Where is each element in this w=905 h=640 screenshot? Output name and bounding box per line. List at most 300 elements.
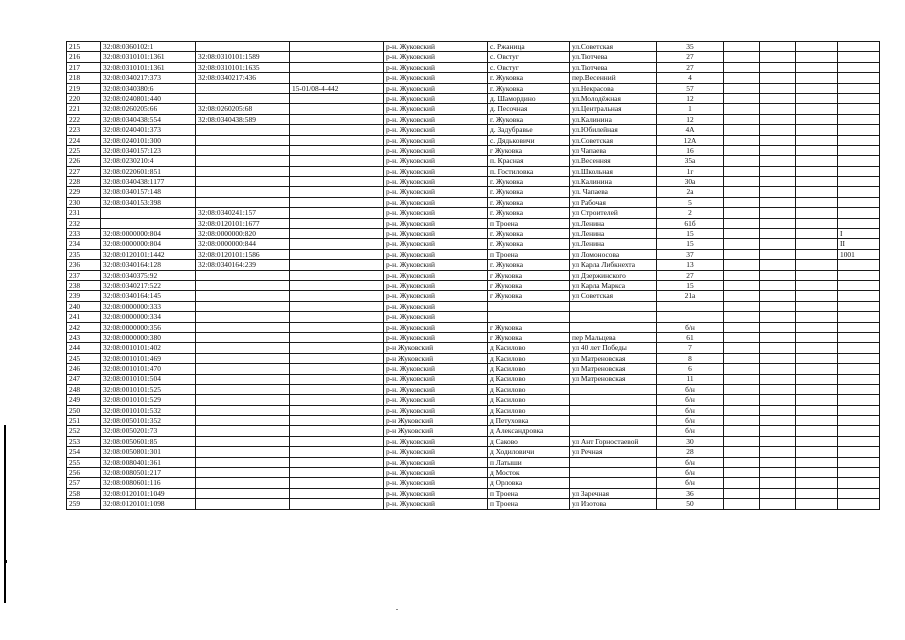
table-row (67, 395, 880, 405)
cell-cadastral-number: 32:08:0050201:73 (101, 426, 196, 436)
cell-extra-col-10 (760, 208, 796, 218)
cell-settlement: п Латыши (488, 457, 570, 467)
cell-apartment-number (838, 478, 880, 488)
cell-street (570, 478, 657, 488)
cell-district: р-н. Жуковский (384, 488, 488, 498)
cell-extra-col-9 (724, 322, 760, 332)
table-row (67, 478, 880, 488)
cell-row-number: 228 (67, 177, 101, 187)
cell-house-number: 1 (657, 104, 724, 114)
cell-registration-number (290, 457, 384, 467)
cell-district: р-н. Жуковский (384, 270, 488, 280)
cell-house-number: 15 (657, 229, 724, 239)
cell-extra-col-10 (760, 447, 796, 457)
table-row (67, 405, 880, 415)
cell-registration-number (290, 52, 384, 62)
cell-parcel-cadastral-number (196, 457, 290, 467)
table-row (67, 114, 880, 124)
cell-extra-col-9 (724, 218, 760, 228)
cell-extra-col-11 (796, 270, 838, 280)
cell-registration-number (290, 145, 384, 155)
cell-extra-col-9 (724, 187, 760, 197)
cell-street: ул Карла Маркса (570, 280, 657, 290)
cell-street: ул 40 лет Победы (570, 343, 657, 353)
cell-apartment-number (838, 93, 880, 103)
cell-cadastral-number: 32:08:0010101:525 (101, 384, 196, 394)
cell-settlement: д Петуховка (488, 416, 570, 426)
cell-extra-col-10 (760, 436, 796, 446)
cell-extra-col-10 (760, 229, 796, 239)
cell-street: пер.Весенний (570, 73, 657, 83)
cell-house-number: 61 (657, 332, 724, 342)
cell-extra-col-11 (796, 478, 838, 488)
cell-registration-number (290, 62, 384, 72)
cell-street: ул Рабочая (570, 197, 657, 207)
cell-extra-col-10 (760, 364, 796, 374)
cell-settlement: д Александровка (488, 426, 570, 436)
cell-street: ул Матреновская (570, 374, 657, 384)
table-row (67, 156, 880, 166)
cell-district: р-н. Жуковский (384, 62, 488, 72)
cell-house-number: 57 (657, 83, 724, 93)
cell-row-number: 231 (67, 208, 101, 218)
cell-cadastral-number: 32:08:0240401:373 (101, 125, 196, 135)
cell-house-number: 50 (657, 499, 724, 509)
cell-house-number: 37 (657, 249, 724, 259)
cell-extra-col-10 (760, 52, 796, 62)
cell-registration-number (290, 499, 384, 509)
cell-extra-col-9 (724, 62, 760, 72)
cell-extra-col-9 (724, 114, 760, 124)
cell-cadastral-number: 32:08:0360102:1 (101, 42, 196, 52)
cell-street: ул Строителей (570, 208, 657, 218)
cell-settlement: д Касилово (488, 405, 570, 415)
cell-parcel-cadastral-number (196, 426, 290, 436)
cell-district: р-н. Жуковский (384, 499, 488, 509)
cell-district: р-н. Жуковский (384, 125, 488, 135)
cell-parcel-cadastral-number (196, 125, 290, 135)
cell-cadastral-number: 32:08:0000000:333 (101, 301, 196, 311)
cell-extra-col-10 (760, 270, 796, 280)
cell-cadastral-number: 32:08:0000000:804 (101, 239, 196, 249)
cell-extra-col-10 (760, 343, 796, 353)
cell-registration-number (290, 239, 384, 249)
cell-extra-col-10 (760, 177, 796, 187)
cell-cadastral-number: 32:08:0340438:554 (101, 114, 196, 124)
cell-extra-col-11 (796, 436, 838, 446)
cell-parcel-cadastral-number (196, 395, 290, 405)
cell-extra-col-10 (760, 488, 796, 498)
cell-row-number: 233 (67, 229, 101, 239)
cell-extra-col-11 (796, 229, 838, 239)
cell-cadastral-number: 32:08:0340164:145 (101, 291, 196, 301)
cell-registration-number (290, 395, 384, 405)
cell-house-number: б/н (657, 478, 724, 488)
cell-settlement: д. Шамордино (488, 93, 570, 103)
cell-extra-col-11 (796, 187, 838, 197)
cell-house-number: 15 (657, 280, 724, 290)
cell-extra-col-10 (760, 125, 796, 135)
cell-row-number: 234 (67, 239, 101, 249)
cell-apartment-number (838, 405, 880, 415)
cell-parcel-cadastral-number (196, 166, 290, 176)
table-row (67, 332, 880, 342)
cell-house-number: 27 (657, 270, 724, 280)
table-row (67, 312, 880, 322)
cell-cadastral-number: 32:08:0010101:402 (101, 343, 196, 353)
scan-speck (396, 609, 398, 610)
cell-extra-col-11 (796, 166, 838, 176)
cell-apartment-number (838, 62, 880, 72)
cell-row-number: 225 (67, 145, 101, 155)
cell-settlement: д Касилово (488, 374, 570, 384)
cell-district: р-н Жуковский (384, 343, 488, 353)
cell-house-number: 28 (657, 447, 724, 457)
cell-extra-col-11 (796, 260, 838, 270)
cell-apartment-number (838, 52, 880, 62)
cell-extra-col-10 (760, 104, 796, 114)
cell-street: ул Изотова (570, 499, 657, 509)
cell-house-number: 4 (657, 73, 724, 83)
registry-table-body (67, 42, 880, 510)
cell-row-number: 227 (67, 166, 101, 176)
cell-settlement: г Жуковка (488, 270, 570, 280)
cell-parcel-cadastral-number: 32:08:0120101:1677 (196, 218, 290, 228)
cell-street: ул Дзержинского (570, 270, 657, 280)
cell-extra-col-11 (796, 208, 838, 218)
table-row (67, 280, 880, 290)
cell-street: ул Чапаева (570, 145, 657, 155)
cell-row-number: 256 (67, 468, 101, 478)
cell-parcel-cadastral-number (196, 478, 290, 488)
cell-district: р-н. Жуковский (384, 208, 488, 218)
cell-parcel-cadastral-number (196, 156, 290, 166)
cell-cadastral-number: 32:08:0010101:529 (101, 395, 196, 405)
cell-registration-number (290, 93, 384, 103)
cell-district: р-н. Жуковский (384, 197, 488, 207)
cell-parcel-cadastral-number (196, 332, 290, 342)
cell-parcel-cadastral-number (196, 83, 290, 93)
cell-apartment-number (838, 457, 880, 467)
cell-cadastral-number: 32:08:0340375:92 (101, 270, 196, 280)
table-row (67, 270, 880, 280)
table-row (67, 93, 880, 103)
cell-settlement: п. Красная (488, 156, 570, 166)
cell-extra-col-10 (760, 468, 796, 478)
cell-apartment-number (838, 436, 880, 446)
cell-apartment-number (838, 447, 880, 457)
cell-extra-col-11 (796, 62, 838, 72)
table-row (67, 457, 880, 467)
cell-registration-number (290, 114, 384, 124)
cell-extra-col-11 (796, 197, 838, 207)
cell-extra-col-10 (760, 395, 796, 405)
cell-row-number: 240 (67, 301, 101, 311)
cell-row-number: 219 (67, 83, 101, 93)
cell-apartment-number (838, 374, 880, 384)
cell-district: р-н. Жуковский (384, 73, 488, 83)
cell-apartment-number (838, 177, 880, 187)
cell-district: р-н. Жуковский (384, 301, 488, 311)
cell-house-number: б/н (657, 468, 724, 478)
cell-extra-col-10 (760, 187, 796, 197)
cell-registration-number (290, 135, 384, 145)
cell-house-number: 1г (657, 166, 724, 176)
cell-street: ул.Некрасова (570, 83, 657, 93)
cell-registration-number (290, 166, 384, 176)
table-row (67, 218, 880, 228)
cell-registration-number: 15-01/08-4-442 (290, 83, 384, 93)
cell-street (570, 395, 657, 405)
cell-district: р-н. Жуковский (384, 218, 488, 228)
cell-district: р-н. Жуковский (384, 478, 488, 488)
cell-cadastral-number: 32:08:0010101:469 (101, 353, 196, 363)
cell-extra-col-10 (760, 426, 796, 436)
cell-apartment-number (838, 42, 880, 52)
cell-row-number: 218 (67, 73, 101, 83)
cell-district: р-н. Жуковский (384, 395, 488, 405)
cell-district: р-н. Жуковский (384, 374, 488, 384)
cell-extra-col-9 (724, 280, 760, 290)
cell-parcel-cadastral-number (196, 177, 290, 187)
cell-apartment-number (838, 499, 880, 509)
table-row (67, 73, 880, 83)
cell-settlement: г. Жуковка (488, 229, 570, 239)
cell-cadastral-number: 32:08:0010101:504 (101, 374, 196, 384)
cell-cadastral-number: 32:08:0340217:522 (101, 280, 196, 290)
cell-house-number: 21а (657, 291, 724, 301)
table-row (67, 125, 880, 135)
cell-district: р-н. Жуковский (384, 312, 488, 322)
cell-row-number: 222 (67, 114, 101, 124)
cell-extra-col-9 (724, 384, 760, 394)
cell-cadastral-number: 32:08:0340380:6 (101, 83, 196, 93)
cell-street: ул.Молодёжная (570, 93, 657, 103)
cell-extra-col-9 (724, 177, 760, 187)
cell-extra-col-11 (796, 280, 838, 290)
cell-house-number: 7 (657, 343, 724, 353)
cell-parcel-cadastral-number (196, 384, 290, 394)
cell-cadastral-number: 32:08:0010101:532 (101, 405, 196, 415)
cell-apartment-number (838, 322, 880, 332)
cell-apartment-number (838, 73, 880, 83)
cell-row-number: 216 (67, 52, 101, 62)
cell-house-number: 4А (657, 125, 724, 135)
cell-house-number: 16 (657, 145, 724, 155)
cell-district: р-н. Жуковский (384, 457, 488, 467)
cell-extra-col-9 (724, 239, 760, 249)
table-row (67, 62, 880, 72)
cell-extra-col-9 (724, 83, 760, 93)
cell-settlement: п. Гостиловка (488, 166, 570, 176)
cell-row-number: 250 (67, 405, 101, 415)
cell-registration-number (290, 208, 384, 218)
cell-cadastral-number: 32:08:0120101:1442 (101, 249, 196, 259)
cell-settlement: д Касилово (488, 364, 570, 374)
cell-parcel-cadastral-number (196, 301, 290, 311)
cell-extra-col-10 (760, 280, 796, 290)
cell-street (570, 426, 657, 436)
cell-apartment-number (838, 260, 880, 270)
cell-apartment-number (838, 114, 880, 124)
cell-settlement: г. Жуковка (488, 239, 570, 249)
cell-parcel-cadastral-number (196, 270, 290, 280)
cell-extra-col-11 (796, 114, 838, 124)
cell-extra-col-9 (724, 42, 760, 52)
cell-extra-col-9 (724, 52, 760, 62)
cell-parcel-cadastral-number: 32:08:0340241:157 (196, 208, 290, 218)
cell-row-number: 251 (67, 416, 101, 426)
cell-extra-col-10 (760, 135, 796, 145)
cell-registration-number (290, 301, 384, 311)
table-row (67, 260, 880, 270)
cell-extra-col-10 (760, 73, 796, 83)
cell-apartment-number (838, 343, 880, 353)
cell-house-number (657, 301, 724, 311)
cell-registration-number (290, 447, 384, 457)
cell-row-number: 237 (67, 270, 101, 280)
cell-house-number: 8 (657, 353, 724, 363)
cell-extra-col-10 (760, 42, 796, 52)
cell-extra-col-10 (760, 218, 796, 228)
table-row (67, 322, 880, 332)
cell-row-number: 249 (67, 395, 101, 405)
table-row (67, 301, 880, 311)
cell-street: ул.Ленина (570, 218, 657, 228)
cell-extra-col-10 (760, 416, 796, 426)
cell-registration-number (290, 260, 384, 270)
cell-cadastral-number: 32:08:0340153:398 (101, 197, 196, 207)
cell-house-number: б/н (657, 405, 724, 415)
cell-settlement: с. Овстуг (488, 52, 570, 62)
cell-district: р-н. Жуковский (384, 145, 488, 155)
cell-street: ул Матреновская (570, 364, 657, 374)
cell-extra-col-11 (796, 353, 838, 363)
binding-margin-line (4, 425, 6, 603)
cell-street (570, 416, 657, 426)
table-row (67, 384, 880, 394)
table-row (67, 208, 880, 218)
cell-apartment-number (838, 416, 880, 426)
table-row (67, 447, 880, 457)
cell-extra-col-9 (724, 291, 760, 301)
cell-extra-col-11 (796, 218, 838, 228)
cell-extra-col-9 (724, 208, 760, 218)
cell-apartment-number (838, 145, 880, 155)
cell-street: ул.Школьная (570, 166, 657, 176)
cell-row-number: 257 (67, 478, 101, 488)
cell-apartment-number (838, 280, 880, 290)
cell-apartment-number (838, 187, 880, 197)
cell-registration-number (290, 177, 384, 187)
table-row (67, 83, 880, 93)
cell-street (570, 457, 657, 467)
cell-district: р-н. Жуковский (384, 260, 488, 270)
cell-street: ул.Юбилейная (570, 125, 657, 135)
cell-parcel-cadastral-number (196, 468, 290, 478)
cell-street: ул.Ленина (570, 239, 657, 249)
cell-cadastral-number: 32:08:0050801:301 (101, 447, 196, 457)
cell-extra-col-11 (796, 301, 838, 311)
cell-registration-number (290, 426, 384, 436)
cell-district: р-н. Жуковский (384, 364, 488, 374)
cell-house-number: б/н (657, 416, 724, 426)
cell-apartment-number (838, 218, 880, 228)
cell-extra-col-11 (796, 332, 838, 342)
cell-row-number: 238 (67, 280, 101, 290)
cell-row-number: 244 (67, 343, 101, 353)
cell-extra-col-11 (796, 447, 838, 457)
cell-row-number: 223 (67, 125, 101, 135)
cell-extra-col-11 (796, 249, 838, 259)
cell-settlement: г Жуковка (488, 291, 570, 301)
cell-registration-number (290, 270, 384, 280)
cell-parcel-cadastral-number: 32:08:0260205:68 (196, 104, 290, 114)
cell-extra-col-9 (724, 197, 760, 207)
cell-registration-number (290, 104, 384, 114)
cell-registration-number (290, 229, 384, 239)
cell-extra-col-10 (760, 457, 796, 467)
cell-cadastral-number: 32:08:0340157:148 (101, 187, 196, 197)
cell-district: р-н. Жуковский (384, 114, 488, 124)
cell-extra-col-11 (796, 73, 838, 83)
cell-extra-col-10 (760, 156, 796, 166)
cell-extra-col-9 (724, 332, 760, 342)
cell-district: р-н. Жуковский (384, 280, 488, 290)
cell-street: ул.Советская (570, 42, 657, 52)
cell-district: р-н. Жуковский (384, 322, 488, 332)
cell-parcel-cadastral-number: 32:08:0310101:1589 (196, 52, 290, 62)
cell-extra-col-9 (724, 135, 760, 145)
cell-settlement: п Троена (488, 499, 570, 509)
cell-extra-col-11 (796, 104, 838, 114)
cell-registration-number (290, 343, 384, 353)
cell-extra-col-10 (760, 332, 796, 342)
cell-cadastral-number: 32:08:0340217:373 (101, 73, 196, 83)
cell-district: р-н. Жуковский (384, 177, 488, 187)
cell-cadastral-number: 32:08:0230210:4 (101, 156, 196, 166)
table-row (67, 145, 880, 155)
cell-extra-col-10 (760, 93, 796, 103)
cell-apartment-number (838, 270, 880, 280)
cell-registration-number (290, 197, 384, 207)
cell-extra-col-10 (760, 384, 796, 394)
table-row (67, 416, 880, 426)
cell-cadastral-number: 32:08:0340157:123 (101, 145, 196, 155)
cell-row-number: 247 (67, 374, 101, 384)
cell-street: ул.Центральная (570, 104, 657, 114)
cell-settlement: п Троена (488, 488, 570, 498)
table-row (67, 426, 880, 436)
cell-extra-col-10 (760, 322, 796, 332)
cell-extra-col-10 (760, 374, 796, 384)
cell-row-number: 235 (67, 249, 101, 259)
cell-street (570, 405, 657, 415)
cell-parcel-cadastral-number: 32:08:0310101:1635 (196, 62, 290, 72)
cell-settlement: д Касилово (488, 384, 570, 394)
table-row (67, 229, 880, 239)
cell-street (570, 312, 657, 322)
cell-extra-col-11 (796, 426, 838, 436)
cell-extra-col-11 (796, 42, 838, 52)
table-row (67, 343, 880, 353)
cell-extra-col-9 (724, 426, 760, 436)
cell-parcel-cadastral-number: 32:08:0000000:844 (196, 239, 290, 249)
table-row (67, 104, 880, 114)
cell-cadastral-number: 32:08:0080601:116 (101, 478, 196, 488)
table-row (67, 42, 880, 52)
cell-house-number: 27 (657, 62, 724, 72)
